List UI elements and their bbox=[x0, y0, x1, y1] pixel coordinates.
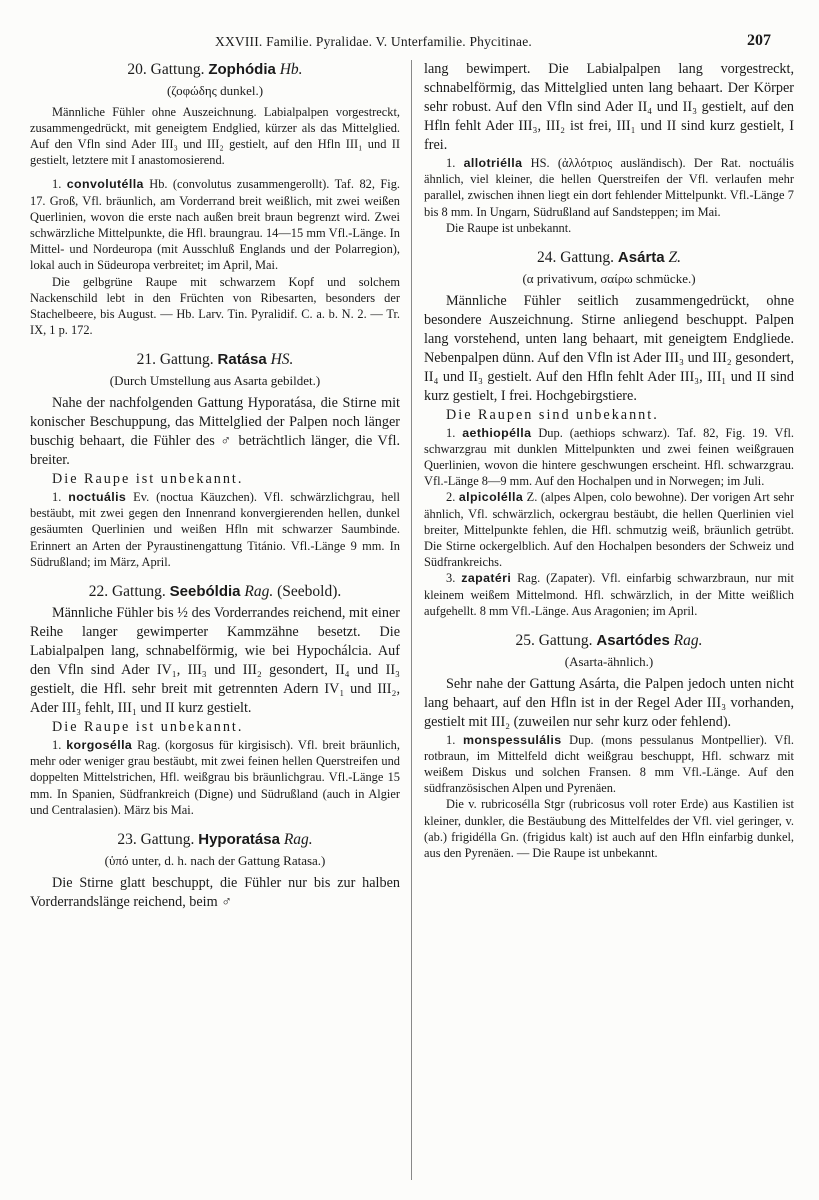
species-name: monspessulális bbox=[462, 732, 562, 747]
species-number: 1. bbox=[52, 738, 62, 753]
species-name: korgosélla bbox=[66, 738, 133, 753]
larva-note: Die Raupe ist unbekannt. bbox=[52, 719, 244, 736]
species-entry bbox=[30, 737, 400, 818]
etymology: (Durch Umstellung aus Asarta gebildet.) bbox=[109, 373, 321, 389]
species-number: 1. bbox=[446, 156, 456, 170]
page-number: 207 bbox=[747, 32, 771, 49]
running-title: XXVIII. Familie. Pyralidae. V. Unterfamilie. Phycitinae. bbox=[215, 34, 533, 49]
genus-author: Rag. bbox=[244, 583, 274, 601]
genus-description: Männliche Fühler seitlich zusammengedrückt, ohne besondere Auszeichnung. Stirne anliegend beschuppt. Palpen lang vorstehend, unten lang behaart, mit geneigtem Endgliede. Nebenpalpen dünn. Auf den Vfln ist Ader III₃ und III₂ gesondert, II₄ und II₃ gestielt. Auf den Hfln fehlt Ader III₃, III₁ und II sind kurz gestielt, I frei. Hochgebirgstiere. bbox=[424, 292, 794, 404]
genus-number: 23. Gattung. bbox=[117, 831, 195, 849]
genus-name: Ratása bbox=[217, 351, 267, 369]
genus-name: Zophódia bbox=[208, 61, 276, 78]
genus-author: Rag. bbox=[283, 831, 313, 849]
species-description: Dup. (mons pessulanus Montpellier). Vfl. rotbraun, im Mittelfeld dicht weißgrau beschuppt, Hfl. schwarz mit weißem Diskus und solchen Fransen. 8 mm Vfl.-Länge. Auf den südfranzösischen Alpen und Pyrenäen. bbox=[424, 732, 794, 796]
species-name: convolutélla bbox=[66, 177, 144, 192]
genus-number: 20. Gattung. bbox=[127, 61, 205, 78]
species-number: 1. bbox=[446, 732, 456, 747]
larva-note: Die Raupen sind unbekannt. bbox=[446, 406, 659, 423]
larva-note: Die gelbgrüne Raupe mit schwarzem Kopf und solchem Nackenschild lebt in den Früchten von Ribesarten, besonders der Stachelbeere, bis August. — Hb. Larv. Tin. Pyralidif. C. a. b. N. 2. — Tr. IX, 1 p. 172. bbox=[30, 274, 400, 338]
species-number: 1. bbox=[52, 177, 62, 192]
species-number: 1. bbox=[446, 425, 456, 440]
genus-number: 22. Gattung. bbox=[88, 583, 166, 601]
variety-note: Die v. rubricosélla Stgr (rubricosus voll roter Erde) aus Kastilien ist kleiner, dunkler, die Bestäubung des Mittelfeldes der Vfl. viel geringer, v. (ab.) frigidélla Gn. (frigidus kalt) ist auch auf den Hfln einfarbig dunkel, aus den Pyrenäen. — Die Raupe ist unbekannt. bbox=[424, 797, 794, 861]
genus-description-continued: lang bewimpert. Die Labialpalpen lang vorgestreckt, schnabelförmig, das Mittelglied unten lang behaart. Der Körper sehr robust. Auf den Vfln sind Ader II₄ und II₃ gestielt, auf den Hfln fehlt Ader III₃, III₂ ist frei, III₁ und II sind kurz gestielt, I frei. bbox=[424, 61, 794, 153]
column-divider bbox=[411, 60, 412, 1180]
etymology: (Asarta-ähnlich.) bbox=[564, 654, 654, 670]
etymology: (ὑπό unter, d. h. nach der Gattung Ratasa.) bbox=[104, 853, 326, 869]
species-entry bbox=[424, 489, 794, 570]
genus-name: Hyporatása bbox=[198, 831, 280, 849]
genus-number: 21. Gattung. bbox=[136, 351, 214, 369]
species-entry bbox=[424, 732, 794, 797]
genus-name: Asartódes bbox=[596, 632, 670, 650]
right-column bbox=[424, 60, 794, 861]
genus-name: Seebóldia bbox=[169, 583, 241, 601]
etymology: (α privativum, σαίρω schmücke.) bbox=[522, 271, 696, 287]
genus-heading-hyporatasa bbox=[30, 830, 400, 850]
genus-name: Asárta bbox=[617, 249, 665, 267]
genus-heading-zophodia bbox=[30, 60, 400, 80]
genus-description: Die Stirne glatt beschuppt, die Fühler nur bis zur halben Vorderrandslänge reichend, beim ♂ bbox=[30, 874, 400, 910]
species-description: Dup. (aethiops schwarz). Taf. 82, Fig. 19. Vfl. schwarzgrau mit dunklen Mittelpunkten und zwei feinen weißgrauen Querlinien, wovon die hintere geschwungen erscheint. Hfl. schwarzgrau. Vfl.-Länge 8—9 mm. Auf den Hochalpen und in Norwegen; im Juli. bbox=[424, 425, 794, 489]
genus-description: Männliche Fühler bis ½ des Vorderrandes reichend, mit einer Reihe langer gewimperter Kammzähne besetzt. Die Labialpalpen lang, schnabelförmig, wie bei Hypochálcia. Auf den Vfln sind Ader IV₁, III₃ und III₂ gesondert, II₄ und II₃ gestielt, die Hfl. sehr breit mit getrennten Adern IV₁ und III₂, Ader III₃ fehlt, III₁ und II kurz gestielt. bbox=[30, 605, 400, 717]
species-description: HS. (ἀλλότριος ausländisch). Der Rat. noctuális ähnlich, viel kleiner, die hellen Querstreifen der Vfl. verlaufen mehr parallel, zwischen ihnen liegt ein dort fehlender Mittelpunkt. Vfl.-Länge 7 bis 8 mm. In Ungarn, Südrußland auf Sandsteppen; im Mai. bbox=[424, 156, 794, 219]
species-entry bbox=[424, 425, 794, 490]
genus-description: Sehr nahe der Gattung Asárta, die Palpen jedoch unten nicht lang behaart, auf den Hfln ist in der Regel Ader III₃ vorhanden, gestielt mit III₂ (zuweilen nur sehr kurz oder fehlend). bbox=[424, 675, 794, 730]
genus-number: 24. Gattung. bbox=[536, 249, 615, 267]
species-entry bbox=[30, 489, 400, 570]
species-name: zapatéri bbox=[461, 571, 512, 586]
species-number: 1. bbox=[52, 490, 62, 505]
species-description: Rag. (korgosus für kirgisisch). Vfl. breit bräunlich, mehr oder weniger grau bestäubt, mit zwei feinen hellen Querstreifen und doppelten Mittelstrichen, Hfl. weißgrau bis bräunlichgrau. Vfl.-Länge 15 mm. In Spanien, Südfrankreich (Digne) und Südrußland (auch in Algier und Centralasien). März bis Mai. bbox=[30, 738, 400, 817]
species-description: Ev. (noctua Käuzchen). Vfl. schwärzlichgrau, hell bestäubt, mit zwei gegen den Innenrand konvergierenden hellen, dunkel gesäumten Querlinien und weißen Hfln mit schwarzer Saumbinde. Erinnert an Arten der Pyraustinengattung Titánio. Vfl.-Länge 9 mm. In Südrußland; im März, April. bbox=[30, 490, 400, 569]
left-column bbox=[30, 60, 400, 912]
genus-author: Z. bbox=[668, 249, 681, 267]
genus-number: 25. Gattung. bbox=[515, 632, 593, 650]
genus-author: HS. bbox=[270, 351, 294, 369]
species-name: alpicolélla bbox=[458, 490, 524, 505]
species-entry bbox=[424, 155, 794, 220]
species-description: Hb. (convolutus zusammengerollt). Taf. 82, Fig. 17. Groß, Vfl. bräunlich, am Vorderrand breit weißlich, mit zwei weißen Querlinien, wovon die erste nach außen breit braun begrenzt wird. Zwei schwärzliche Mittelpunkte, die Hfl. braungrau. 14—15 mm Vfl.-Länge. In Mittel- und Nordeuropa (mit Ausschluß Englands und der Polarregion), lokal auch in Südeuropa verbreitet; im April, Mai. bbox=[30, 177, 400, 273]
species-name: allotriélla bbox=[463, 156, 523, 170]
larva-note: Die Raupe ist unbekannt. bbox=[52, 471, 244, 488]
genus-description: Männliche Fühler ohne Auszeichnung. Labialpalpen vorgestreckt, zusammengedrückt, mit geneigtem Endglied, kürzer als das Mittelglied. Auf den Vfln sind Ader III₃ und III₂ gestielt, auf den Hfln III₁ und II gestielt, letztere mit I anastomosierend. bbox=[30, 104, 400, 168]
genus-heading-asartodes bbox=[424, 631, 794, 651]
species-entry bbox=[424, 570, 794, 619]
etymology: (ζοφώδης dunkel.) bbox=[166, 83, 264, 98]
genus-dedication: (Seebold). bbox=[277, 583, 342, 601]
genus-author: Hb. bbox=[279, 61, 303, 78]
species-description: Rag. (Zapater). Vfl. einfarbig schwarzbraun, nur mit kleinem weißem Mittelmond. Hfl. schwärzlich, in der Mitte weißlich aufgehellt. 8 mm Vfl.-Länge. Aus Aragonien; im April. bbox=[424, 571, 794, 618]
genus-heading-asarta bbox=[424, 248, 794, 268]
species-name: noctuális bbox=[68, 490, 127, 505]
genus-author: Rag. bbox=[673, 632, 703, 650]
running-header bbox=[0, 32, 819, 54]
species-name: aethiopélla bbox=[462, 425, 532, 440]
genus-description: Nahe der nachfolgenden Gattung Hyporatása, die Stirne mit konischer Beschuppung, das Mittelglied der Palpen noch länger buschig behaart, die Fühler des ♂ beträchtlich länger, die Vfl. breiter. bbox=[30, 395, 400, 469]
genus-heading-seeboldia bbox=[30, 582, 400, 602]
species-description: Z. (alpes Alpen, colo bewohne). Der vorigen Art sehr ähnlich, Vfl. schwärzlich, ockergrau bestäubt, die hellen Querlinien viel breiter, Mittelpunkte fehlen, die Hfl. schmutzig weiß, bräunlich getrübt. Die Stirne ockergelblich. Auf den Hochalpen besonders der Schweiz und Südfrankreichs. bbox=[424, 490, 794, 570]
larva-note: Die Raupe ist unbekannt. bbox=[446, 220, 572, 235]
species-number: 2. bbox=[446, 490, 456, 505]
genus-heading-ratasa bbox=[30, 350, 400, 370]
species-entry bbox=[30, 176, 400, 273]
species-number: 3. bbox=[446, 571, 456, 586]
